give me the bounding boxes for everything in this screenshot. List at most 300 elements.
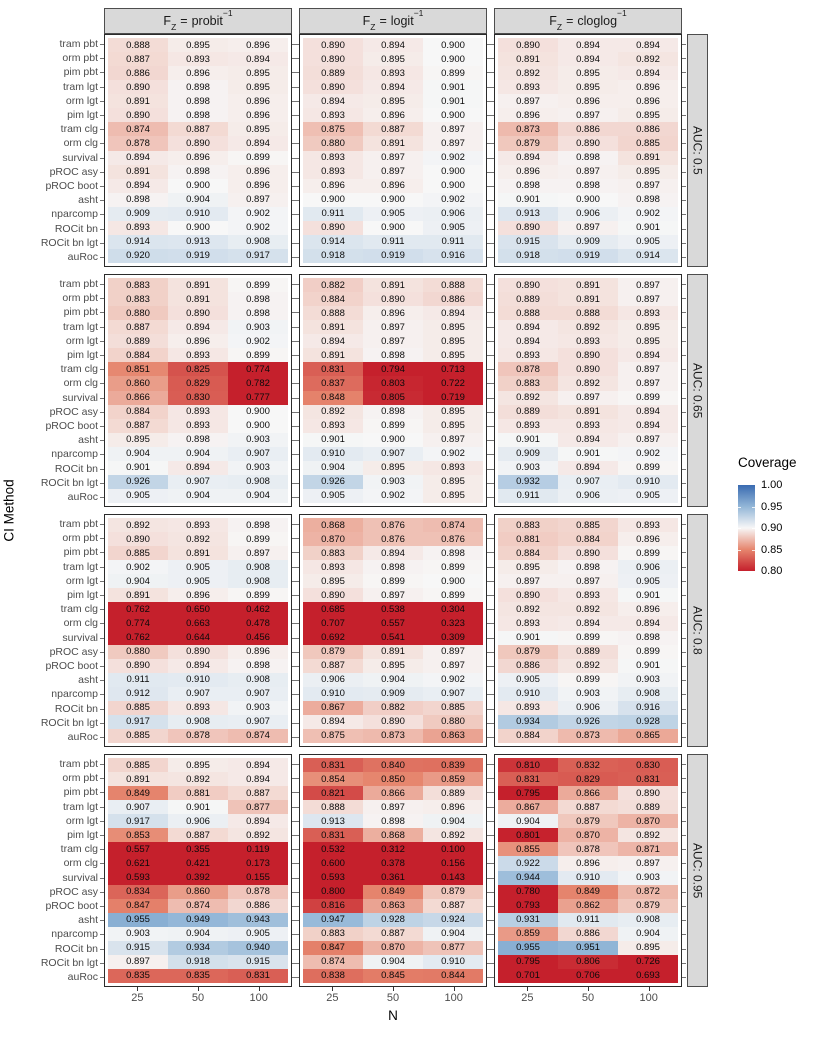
heatmap-cell: 0.837 — [303, 376, 363, 390]
heatmap-cell: 0.949 — [168, 913, 228, 927]
heatmap-cell: 0.893 — [168, 405, 228, 419]
y-axis-tick — [490, 792, 494, 793]
heatmap-cell: 0.892 — [558, 376, 618, 390]
heatmap-cell: 0.896 — [228, 165, 288, 179]
heatmap-cell: 0.894 — [168, 320, 228, 334]
y-axis-tick — [682, 906, 686, 907]
y-axis-tick — [682, 934, 686, 935]
heatmap-cell: 0.890 — [498, 221, 558, 235]
y-axis-tick — [682, 778, 686, 779]
y-axis-tick — [490, 723, 494, 724]
heatmap-cell: 0.901 — [498, 631, 558, 645]
heatmap-tile-grid — [498, 278, 678, 503]
colorbar-tick — [738, 528, 741, 529]
heatmap-cell: 0.378 — [363, 856, 423, 870]
heatmap-cell: 0.907 — [168, 475, 228, 489]
colorbar-tick — [752, 550, 755, 551]
y-axis-tick — [100, 878, 104, 879]
heatmap-cell: 0.895 — [558, 80, 618, 94]
y-axis-label: tram lgt — [62, 320, 98, 333]
y-axis-tick — [295, 341, 299, 342]
y-axis-tick — [490, 284, 494, 285]
heatmap-cell: 0.882 — [303, 278, 363, 292]
heatmap-cell: 0.879 — [498, 645, 558, 659]
heatmap-cell: 0.909 — [108, 207, 168, 221]
colorbar-tick — [738, 550, 741, 551]
y-axis-label: ROCit bn — [54, 462, 98, 475]
heatmap-cell: 0.863 — [363, 899, 423, 913]
heatmap-cell: 0.900 — [423, 52, 483, 66]
heatmap-cell: 0.897 — [423, 659, 483, 673]
heatmap-cell: 0.877 — [228, 800, 288, 814]
heatmap-cell: 0.891 — [618, 151, 678, 165]
heatmap-cell: 0.903 — [108, 927, 168, 941]
heatmap-cell: 0.890 — [303, 80, 363, 94]
x-axis-label: 25 — [326, 992, 339, 1004]
heatmap-cell: 0.532 — [303, 842, 363, 856]
y-axis-label: orm lgt — [65, 94, 98, 107]
y-axis-tick — [295, 483, 299, 484]
heatmap-cell: 0.899 — [423, 66, 483, 80]
y-axis-tick — [100, 341, 104, 342]
heatmap-cell: 0.882 — [363, 701, 423, 715]
heatmap-cell: 0.904 — [168, 193, 228, 207]
heatmap-cell: 0.896 — [498, 165, 558, 179]
y-axis-tick — [682, 807, 686, 808]
heatmap-cell: 0.897 — [363, 334, 423, 348]
heatmap-cell: 0.891 — [363, 278, 423, 292]
y-axis-tick — [490, 158, 494, 159]
heatmap-cell: 0.900 — [363, 433, 423, 447]
x-axis-title: N — [388, 1008, 398, 1023]
heatmap-cell: 0.890 — [168, 645, 228, 659]
y-axis-label: survival — [62, 151, 98, 164]
heatmap-cell: 0.900 — [423, 108, 483, 122]
heatmap-cell: 0.898 — [168, 94, 228, 108]
y-axis-label: survival — [62, 871, 98, 884]
heatmap-cell: 0.890 — [498, 278, 558, 292]
heatmap-cell: 0.893 — [168, 518, 228, 532]
y-axis-tick — [682, 709, 686, 710]
heatmap-cell: 0.726 — [618, 955, 678, 969]
y-axis-tick — [682, 835, 686, 836]
facet-panel — [104, 514, 292, 747]
y-axis-tick — [490, 778, 494, 779]
y-axis-tick — [295, 186, 299, 187]
heatmap-cell: 0.904 — [228, 489, 288, 503]
y-axis-tick — [682, 129, 686, 130]
facet-row-strip — [687, 754, 708, 987]
heatmap-cell: 0.893 — [618, 518, 678, 532]
heatmap-cell: 0.896 — [228, 38, 288, 52]
y-axis-tick — [295, 426, 299, 427]
heatmap-cell: 0.888 — [558, 306, 618, 320]
heatmap-cell: 0.900 — [423, 38, 483, 52]
heatmap-cell: 0.899 — [558, 673, 618, 687]
heatmap-cell: 0.898 — [168, 108, 228, 122]
y-axis-tick — [490, 101, 494, 102]
y-axis-label: asht — [78, 434, 98, 447]
heatmap-cell: 0.910 — [168, 673, 228, 687]
y-axis-tick — [100, 623, 104, 624]
y-axis-tick — [682, 469, 686, 470]
y-axis-tick — [295, 920, 299, 921]
y-axis-tick — [100, 552, 104, 553]
heatmap-cell: 0.898 — [108, 193, 168, 207]
heatmap-cell: 0.904 — [363, 673, 423, 687]
heatmap-cell: 0.830 — [168, 391, 228, 405]
y-axis-tick — [100, 469, 104, 470]
x-axis-tick — [198, 987, 199, 991]
heatmap-cell: 0.894 — [303, 715, 363, 729]
heatmap-cell: 0.777 — [228, 391, 288, 405]
x-axis-tick — [649, 987, 650, 991]
heatmap-cell: 0.893 — [303, 419, 363, 433]
heatmap-cell: 0.304 — [423, 602, 483, 616]
heatmap-cell: 0.893 — [498, 616, 558, 630]
y-axis-tick — [682, 949, 686, 950]
y-axis-tick — [682, 412, 686, 413]
heatmap-cell: 0.899 — [618, 461, 678, 475]
heatmap-cell: 0.885 — [108, 701, 168, 715]
y-axis-label: orm lgt — [65, 574, 98, 587]
heatmap-cell: 0.892 — [108, 518, 168, 532]
heatmap-cell: 0.883 — [108, 292, 168, 306]
y-axis-tick — [490, 257, 494, 258]
heatmap-cell: 0.874 — [423, 518, 483, 532]
y-axis-label: asht — [78, 914, 98, 927]
y-axis-tick — [100, 129, 104, 130]
y-axis-tick — [682, 369, 686, 370]
heatmap-cell: 0.816 — [303, 899, 363, 913]
heatmap-tile-grid — [108, 278, 288, 503]
heatmap-cell: 0.913 — [498, 207, 558, 221]
facet-col-strip — [299, 8, 487, 34]
heatmap-cell: 0.860 — [108, 376, 168, 390]
y-axis-tick — [295, 524, 299, 525]
heatmap-cell: 0.897 — [363, 588, 423, 602]
heatmap-cell: 0.707 — [303, 616, 363, 630]
facet-panel — [494, 274, 682, 507]
heatmap-cell: 0.722 — [423, 376, 483, 390]
heatmap-cell: 0.883 — [498, 518, 558, 532]
heatmap-cell: 0.891 — [108, 94, 168, 108]
heatmap-cell: 0.884 — [498, 729, 558, 743]
heatmap-cell: 0.894 — [363, 546, 423, 560]
x-axis-tick — [527, 987, 528, 991]
heatmap-cell: 0.890 — [108, 659, 168, 673]
y-axis-label: orm pbt — [62, 532, 98, 545]
y-axis-tick — [295, 143, 299, 144]
heatmap-cell: 0.905 — [618, 235, 678, 249]
x-axis-label: 100 — [249, 992, 268, 1004]
heatmap-cell: 0.884 — [303, 292, 363, 306]
heatmap-cell: 0.421 — [168, 856, 228, 870]
heatmap-cell: 0.891 — [363, 136, 423, 150]
heatmap-cell: 0.805 — [363, 391, 423, 405]
heatmap-cell: 0.871 — [618, 842, 678, 856]
heatmap-cell: 0.919 — [363, 249, 423, 263]
facet-col-label — [362, 7, 424, 33]
heatmap-cell: 0.557 — [363, 616, 423, 630]
y-axis-tick — [682, 977, 686, 978]
y-axis-tick — [295, 72, 299, 73]
heatmap-cell: 0.914 — [618, 249, 678, 263]
y-axis-tick — [100, 298, 104, 299]
y-axis-label: auRoc — [67, 250, 98, 263]
heatmap-cell: 0.912 — [108, 687, 168, 701]
y-axis-tick — [100, 849, 104, 850]
heatmap-cell: 0.910 — [303, 687, 363, 701]
heatmap-cell: 0.905 — [168, 560, 228, 574]
y-axis-tick — [490, 72, 494, 73]
x-axis-tick — [332, 987, 333, 991]
y-axis-tick — [295, 821, 299, 822]
heatmap-cell: 0.831 — [618, 772, 678, 786]
heatmap-cell: 0.849 — [558, 885, 618, 899]
y-axis-tick — [490, 200, 494, 201]
heatmap-cell: 0.173 — [228, 856, 288, 870]
y-axis-tick — [295, 934, 299, 935]
y-axis-label: tram clg — [60, 843, 98, 856]
heatmap-cell: 0.903 — [363, 475, 423, 489]
heatmap-cell: 0.889 — [423, 786, 483, 800]
heatmap-cell: 0.893 — [168, 701, 228, 715]
x-axis-label: 50 — [581, 992, 595, 1004]
heatmap-cell: 0.879 — [423, 885, 483, 899]
heatmap-cell: 0.895 — [228, 80, 288, 94]
heatmap-cell: 0.906 — [303, 673, 363, 687]
heatmap-cell: 0.908 — [228, 560, 288, 574]
y-axis-tick — [100, 412, 104, 413]
heatmap-cell: 0.894 — [618, 38, 678, 52]
heatmap-cell: 0.685 — [303, 602, 363, 616]
facet-col-label-part: Z — [556, 22, 563, 33]
y-axis-label: pROC asy — [49, 885, 98, 898]
heatmap-tile-grid — [303, 38, 483, 263]
heatmap-cell: 0.866 — [108, 391, 168, 405]
heatmap-cell: 0.932 — [498, 475, 558, 489]
y-axis-tick — [295, 835, 299, 836]
heatmap-cell: 0.845 — [363, 969, 423, 983]
heatmap-cell: 0.894 — [108, 179, 168, 193]
heatmap-cell: 0.877 — [423, 941, 483, 955]
y-axis-tick — [100, 538, 104, 539]
heatmap-cell: 0.911 — [363, 235, 423, 249]
heatmap-cell: 0.891 — [168, 278, 228, 292]
y-axis-tick — [682, 355, 686, 356]
y-axis-tick — [295, 863, 299, 864]
y-axis-tick — [100, 369, 104, 370]
heatmap-cell: 0.892 — [168, 532, 228, 546]
heatmap-cell: 0.892 — [168, 772, 228, 786]
heatmap-cell: 0.831 — [498, 772, 558, 786]
heatmap-cell: 0.902 — [363, 489, 423, 503]
heatmap-cell: 0.890 — [108, 80, 168, 94]
y-axis-tick — [682, 115, 686, 116]
y-axis-tick — [295, 778, 299, 779]
heatmap-cell: 0.898 — [558, 560, 618, 574]
y-axis-tick — [100, 229, 104, 230]
heatmap-cell: 0.904 — [168, 927, 228, 941]
heatmap-cell: 0.900 — [363, 193, 423, 207]
y-axis-label: orm clg — [63, 617, 98, 630]
y-axis-tick — [490, 709, 494, 710]
heatmap-cell: 0.593 — [303, 871, 363, 885]
heatmap-cell: 0.947 — [303, 913, 363, 927]
heatmap-cell: 0.895 — [363, 461, 423, 475]
heatmap-cell: 0.898 — [168, 165, 228, 179]
heatmap-cell: 0.895 — [618, 108, 678, 122]
heatmap-cell: 0.910 — [498, 687, 558, 701]
x-axis-label: 50 — [191, 992, 205, 1004]
heatmap-cell: 0.897 — [423, 122, 483, 136]
heatmap-cell: 0.848 — [303, 391, 363, 405]
y-axis-tick — [295, 581, 299, 582]
y-axis-tick — [100, 821, 104, 822]
heatmap-cell: 0.897 — [558, 221, 618, 235]
y-axis-tick — [682, 764, 686, 765]
y-axis-tick — [490, 497, 494, 498]
y-axis-tick — [682, 58, 686, 59]
heatmap-cell: 0.901 — [423, 94, 483, 108]
heatmap-cell: 0.894 — [618, 66, 678, 80]
heatmap-cell: 0.894 — [303, 94, 363, 108]
heatmap-cell: 0.850 — [363, 772, 423, 786]
colorbar-gradient — [738, 485, 755, 571]
heatmap-cell: 0.916 — [618, 701, 678, 715]
heatmap-cell: 0.895 — [618, 941, 678, 955]
y-axis-label: pROC asy — [49, 165, 98, 178]
heatmap-cell: 0.908 — [228, 574, 288, 588]
heatmap-cell: 0.910 — [558, 871, 618, 885]
y-axis-label: ROCit bn lgt — [40, 476, 98, 489]
y-axis-tick — [682, 72, 686, 73]
heatmap-cell: 0.905 — [168, 574, 228, 588]
heatmap-cell: 0.902 — [228, 207, 288, 221]
heatmap-cell: 0.906 — [618, 560, 678, 574]
y-axis-tick — [295, 694, 299, 695]
y-axis-tick — [490, 963, 494, 964]
heatmap-cell: 0.901 — [498, 193, 558, 207]
y-axis-tick — [295, 906, 299, 907]
heatmap-cell: 0.876 — [363, 532, 423, 546]
y-axis-label: survival — [62, 631, 98, 644]
heatmap-cell: 0.762 — [108, 602, 168, 616]
heatmap-cell: 0.905 — [228, 927, 288, 941]
y-axis-tick — [100, 87, 104, 88]
heatmap-cell: 0.780 — [498, 885, 558, 899]
heatmap-cell: 0.866 — [558, 786, 618, 800]
heatmap-cell: 0.889 — [558, 645, 618, 659]
y-axis-tick — [490, 214, 494, 215]
heatmap-cell: 0.906 — [423, 207, 483, 221]
y-axis-tick — [100, 581, 104, 582]
heatmap-cell: 0.892 — [558, 659, 618, 673]
heatmap-cell: 0.914 — [303, 235, 363, 249]
y-axis-tick — [682, 44, 686, 45]
y-axis-tick — [100, 58, 104, 59]
y-axis-label: tram clg — [60, 603, 98, 616]
heatmap-cell: 0.803 — [363, 376, 423, 390]
x-axis-tick — [393, 987, 394, 991]
y-axis-tick — [100, 595, 104, 596]
heatmap-cell: 0.894 — [108, 151, 168, 165]
heatmap-cell: 0.919 — [168, 249, 228, 263]
heatmap-tile-grid — [303, 758, 483, 983]
y-axis-tick — [295, 101, 299, 102]
heatmap-cell: 0.895 — [423, 334, 483, 348]
y-axis-label: auRoc — [67, 490, 98, 503]
y-axis-tick — [295, 243, 299, 244]
y-axis-label: asht — [78, 194, 98, 207]
y-axis-tick — [295, 355, 299, 356]
y-axis-tick — [682, 440, 686, 441]
y-axis-tick — [295, 312, 299, 313]
y-axis-tick — [490, 680, 494, 681]
heatmap-cell: 0.889 — [108, 334, 168, 348]
heatmap-cell: 0.893 — [498, 701, 558, 715]
heatmap-cell: 0.478 — [228, 616, 288, 630]
heatmap-cell: 0.895 — [228, 66, 288, 80]
heatmap-cell: 0.904 — [423, 927, 483, 941]
heatmap-cell: 0.888 — [303, 800, 363, 814]
heatmap-cell: 0.886 — [618, 122, 678, 136]
heatmap-cell: 0.885 — [423, 701, 483, 715]
heatmap-cell: 0.644 — [168, 631, 228, 645]
heatmap-cell: 0.917 — [228, 249, 288, 263]
heatmap-cell: 0.593 — [108, 871, 168, 885]
y-axis-tick — [100, 792, 104, 793]
heatmap-cell: 0.887 — [168, 122, 228, 136]
heatmap-cell: 0.902 — [423, 447, 483, 461]
heatmap-cell: 0.893 — [498, 348, 558, 362]
y-axis-tick — [100, 906, 104, 907]
y-axis-tick — [490, 863, 494, 864]
heatmap-cell: 0.895 — [423, 405, 483, 419]
heatmap-cell: 0.692 — [303, 631, 363, 645]
heatmap-cell: 0.899 — [423, 560, 483, 574]
heatmap-cell: 0.889 — [498, 405, 558, 419]
facet-panel — [299, 274, 487, 507]
y-axis-tick — [490, 469, 494, 470]
heatmap-cell: 0.915 — [228, 955, 288, 969]
heatmap-cell: 0.895 — [618, 165, 678, 179]
y-axis-label: orm pbt — [62, 52, 98, 65]
y-axis-tick — [295, 284, 299, 285]
heatmap-cell: 0.884 — [108, 348, 168, 362]
y-axis-tick — [490, 454, 494, 455]
heatmap-cell: 0.906 — [558, 489, 618, 503]
heatmap-cell: 0.907 — [558, 475, 618, 489]
heatmap-cell: 0.806 — [558, 955, 618, 969]
facet-col-label-part: = — [379, 13, 387, 28]
heatmap-cell: 0.887 — [168, 828, 228, 842]
y-axis-tick — [295, 454, 299, 455]
y-axis-tick — [490, 892, 494, 893]
heatmap-cell: 0.934 — [498, 715, 558, 729]
heatmap-cell: 0.910 — [423, 955, 483, 969]
y-axis-tick — [682, 878, 686, 879]
heatmap-cell: 0.896 — [168, 151, 228, 165]
y-axis-tick — [100, 497, 104, 498]
y-axis-tick — [295, 158, 299, 159]
heatmap-cell: 0.891 — [303, 348, 363, 362]
y-axis-tick — [682, 920, 686, 921]
y-axis-label: pim lgt — [67, 589, 98, 602]
heatmap-cell: 0.891 — [303, 320, 363, 334]
facet-col-strip — [494, 8, 682, 34]
